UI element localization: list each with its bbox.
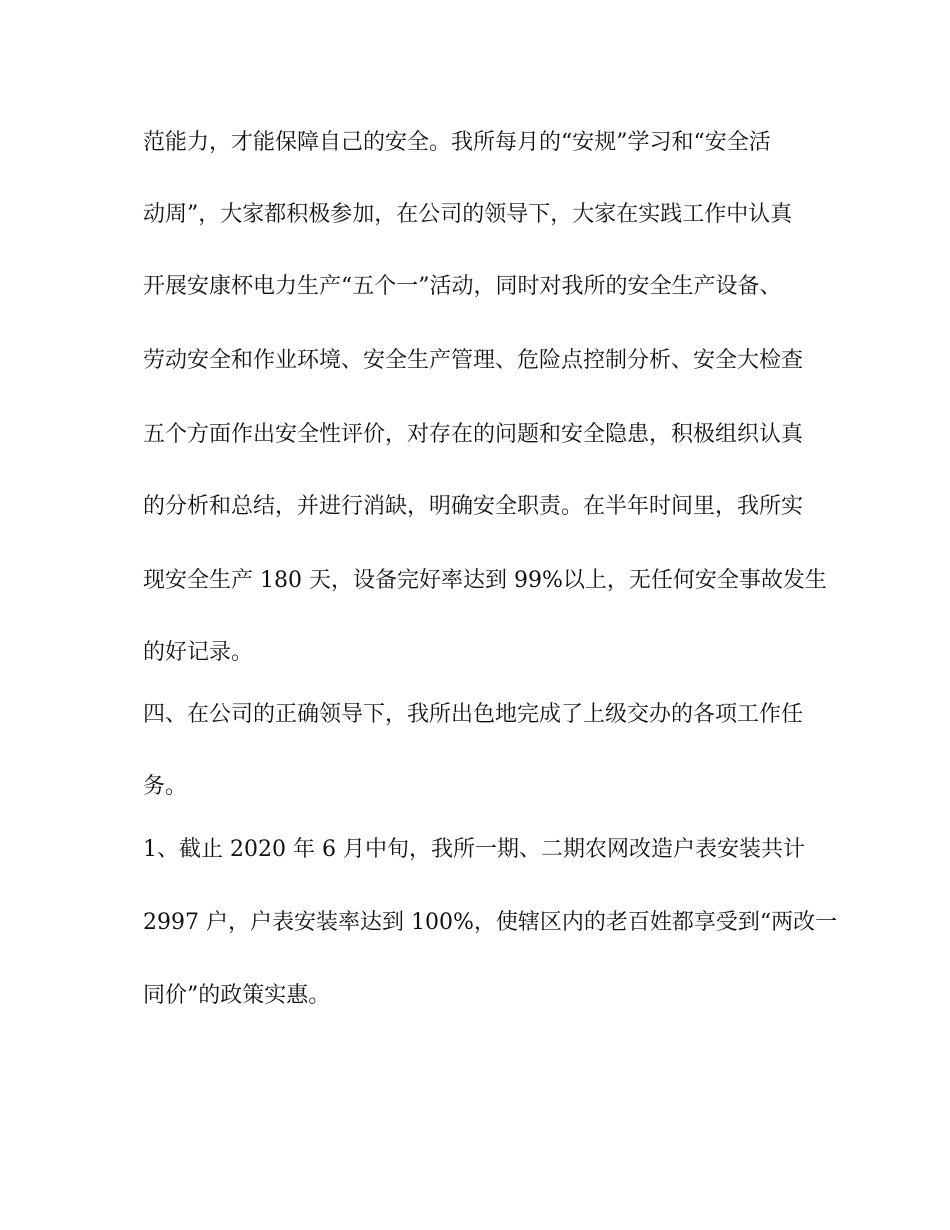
text-line: 现安全生产 180 天，设备完好率达到 99%以上，无任何安全事故发生 xyxy=(143,568,827,593)
text-line: 的好记录。 xyxy=(143,640,254,665)
text-line: 劳动安全和作业环境、安全生产管理、危险点控制分析、安全大检查 xyxy=(143,348,804,373)
text-line: 2997 户，户表安装率达到 100%，使辖区内的老百姓都享受到“两改一 xyxy=(143,910,838,935)
text-line: 同价”的政策实惠。 xyxy=(143,983,331,1008)
section-heading: 四、在公司的正确领导下，我所出色地完成了上级交办的各项工作任 xyxy=(143,702,804,727)
text-line: 的分析和总结，并进行消缺，明确安全职责。在半年时间里，我所实 xyxy=(143,494,804,519)
text-line: 五个方面作出安全性评价，对存在的问题和安全隐患，积极组织认真 xyxy=(143,422,804,447)
text-line: 务。 xyxy=(143,774,188,799)
list-item: 1、截止 2020 年 6 月中旬，我所一期、二期农网改造户表安装共计 xyxy=(143,837,805,862)
text-line: 开展安康杯电力生产“五个一”活动，同时对我所的安全生产设备、 xyxy=(143,274,782,299)
text-line: 动周”，大家都积极参加，在公司的领导下，大家在实践工作中认真 xyxy=(143,202,793,227)
text-line: 范能力，才能保障自己的安全。我所每月的“安规”学习和“安全活 xyxy=(143,130,771,155)
